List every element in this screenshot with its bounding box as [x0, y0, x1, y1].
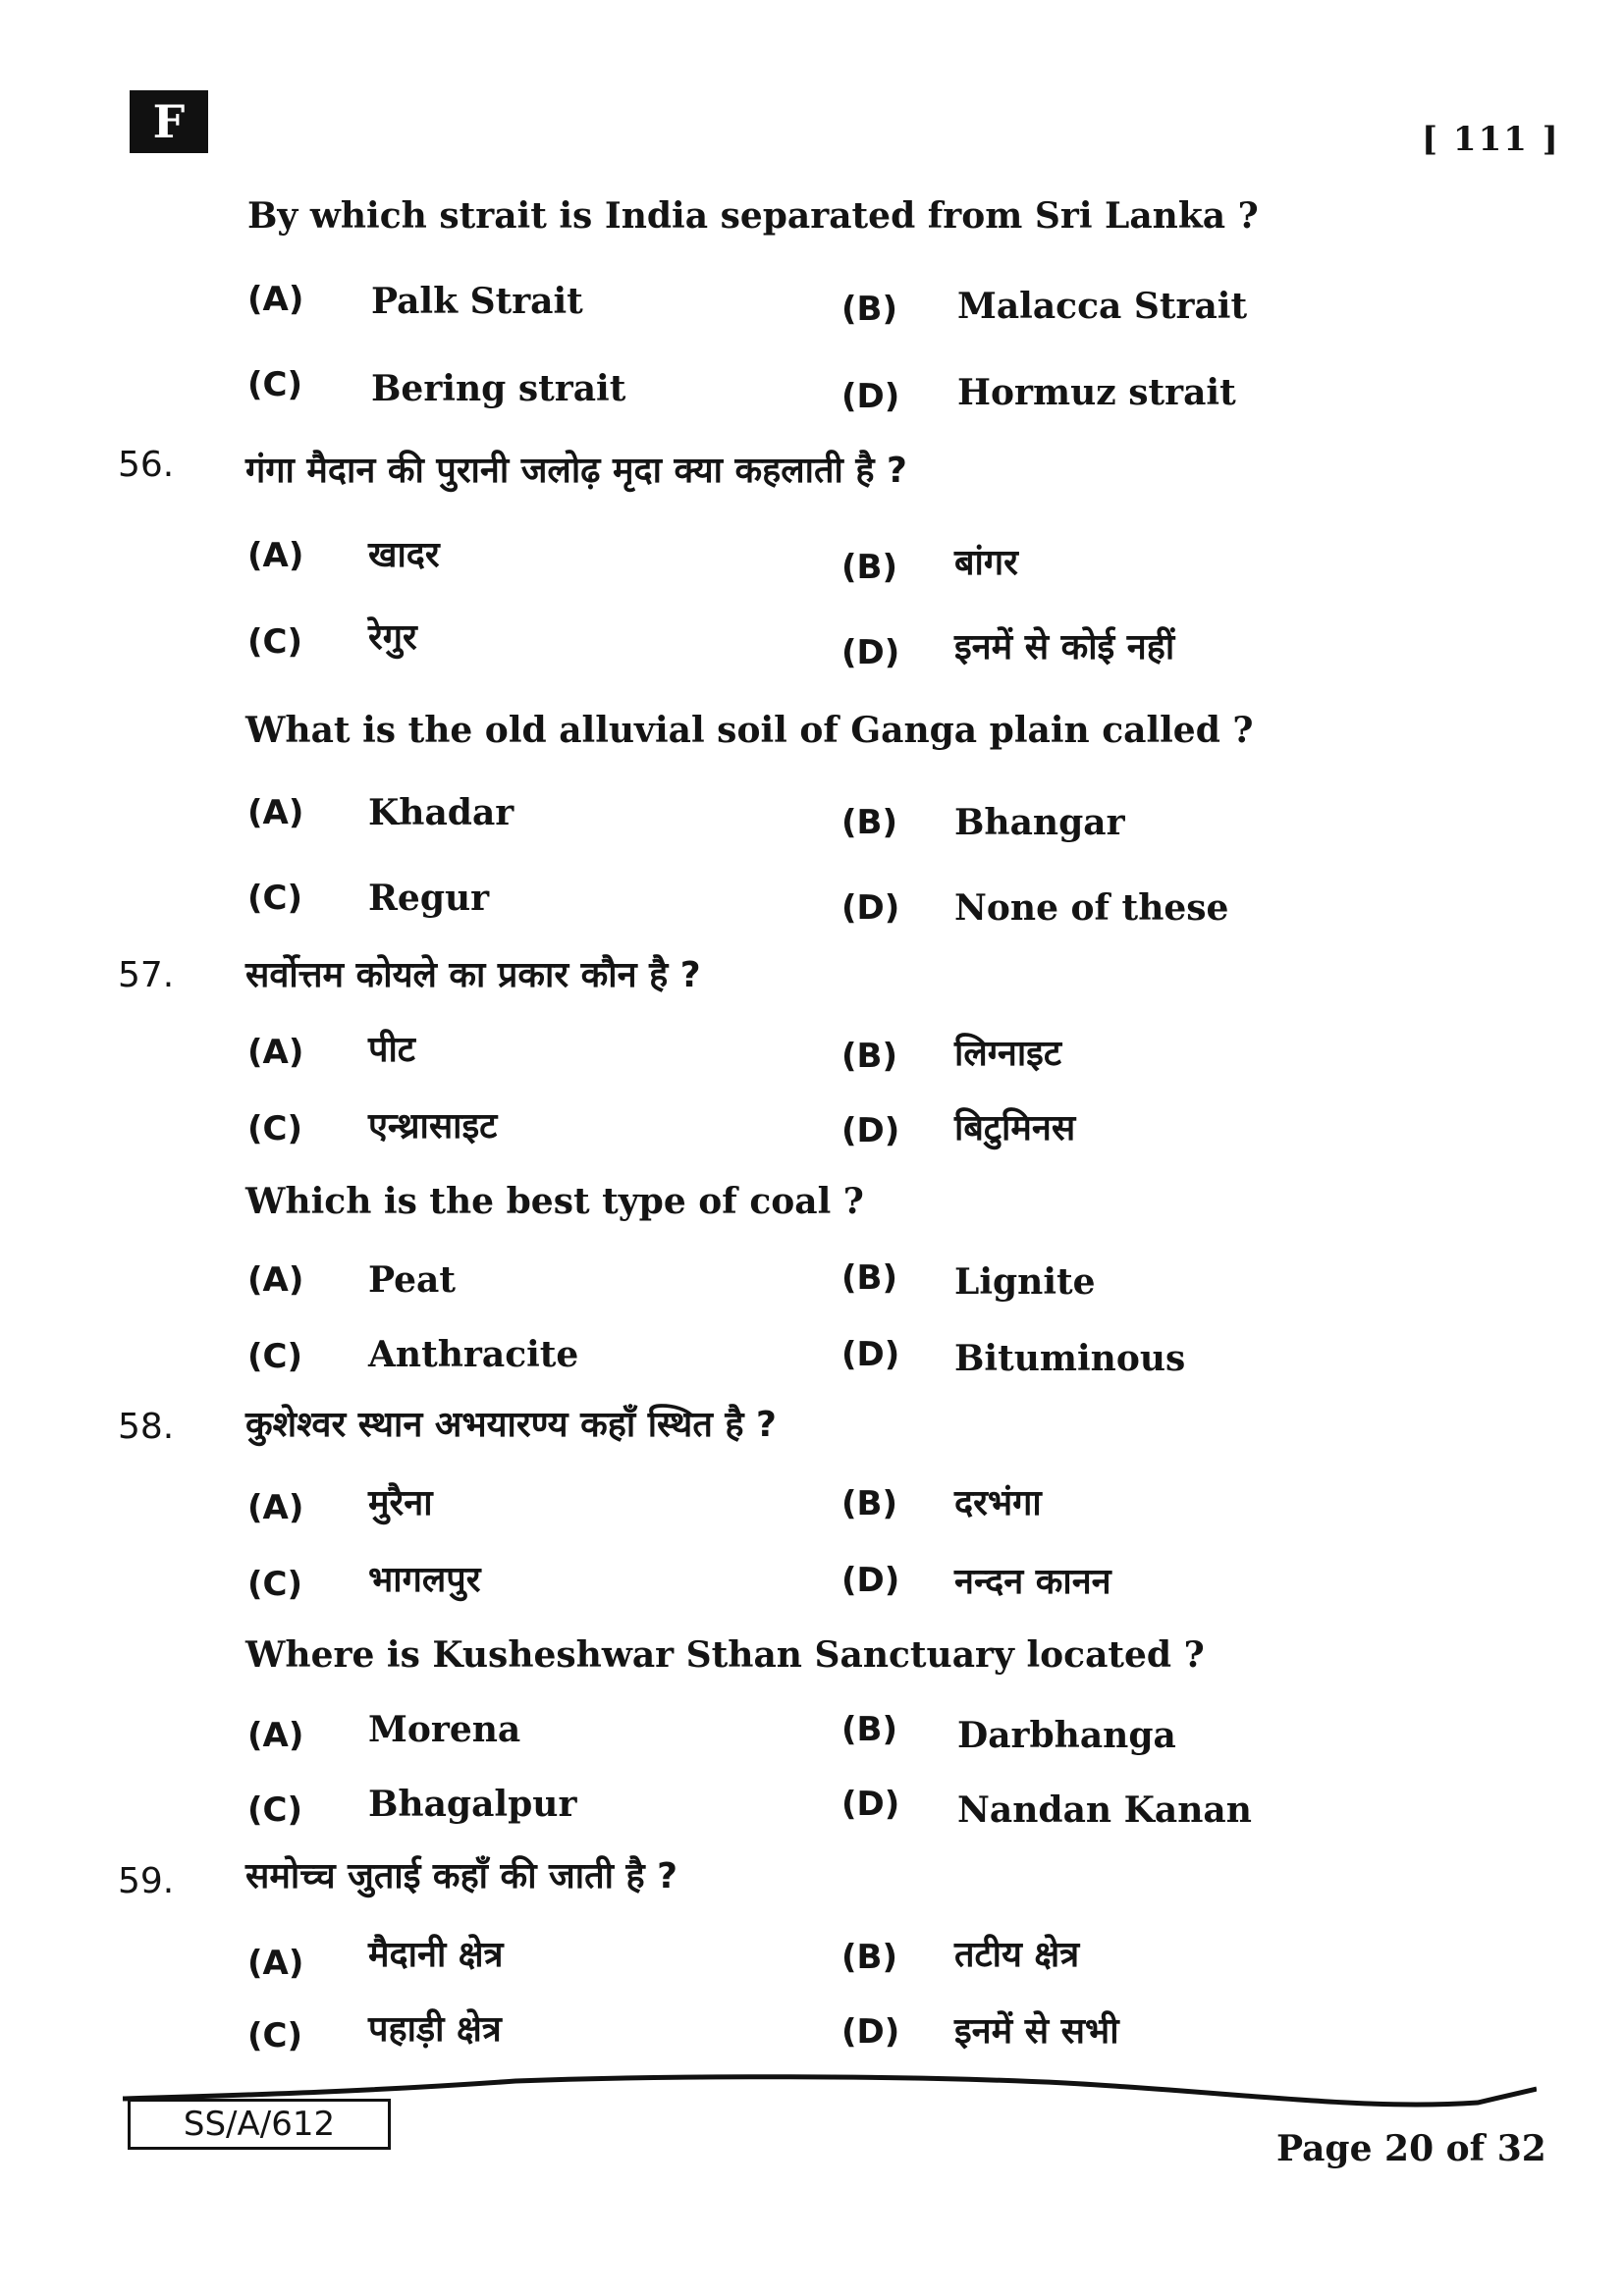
q57-option-c: Anthracite — [368, 1334, 579, 1375]
q57-option-b: Lignite — [954, 1261, 1096, 1303]
q59-hi-option-c-letter: (C) — [247, 2016, 303, 2056]
q57-option-a-letter: (A) — [247, 1260, 304, 1300]
question-58-hindi: कुशेश्वर स्थान अभयारण्य कहाँ स्थित है ? — [245, 1405, 777, 1445]
page-number: Page 20 of 32 — [1276, 2128, 1546, 2169]
q58-option-d: Nandan Kanan — [957, 1789, 1252, 1831]
q58-hi-option-c: भागलपुर — [368, 1560, 481, 1600]
q57-option-c-letter: (C) — [247, 1337, 303, 1376]
set-label-box — [130, 90, 208, 153]
q55-option-c-letter: (C) — [247, 365, 303, 404]
q56-hi-option-d: इनमें से कोई नहीं — [954, 627, 1175, 667]
q57-hi-option-d: बिटुमिनस — [954, 1108, 1076, 1148]
q56-hi-option-c-letter: (C) — [247, 622, 303, 662]
q56-hi-option-c: रेगुर — [368, 617, 417, 658]
q58-option-c: Bhagalpur — [368, 1784, 577, 1825]
set-label: F — [152, 95, 186, 148]
q56-option-d-letter: (D) — [841, 888, 900, 928]
question-56-english: What is the old alluvial soil of Ganga plain called ? — [245, 710, 1254, 751]
q58-option-a: Morena — [368, 1709, 521, 1750]
q56-hi-option-b: बांगर — [954, 543, 1018, 583]
q58-hi-option-b: दरभंगा — [954, 1483, 1042, 1523]
q57-hi-option-d-letter: (D) — [841, 1111, 900, 1150]
q55-option-a-letter: (A) — [247, 280, 304, 319]
q55-option-d-letter: (D) — [841, 377, 900, 416]
q58-hi-option-a: मुरैना — [368, 1483, 433, 1523]
q56-option-b-letter: (B) — [841, 803, 897, 842]
q58-option-c-letter: (C) — [247, 1790, 303, 1830]
q56-option-b: Bhangar — [954, 802, 1125, 843]
q57-hi-option-b: लिग्नाइट — [954, 1034, 1061, 1074]
q57-option-a: Peat — [368, 1259, 456, 1301]
q58-option-a-letter: (A) — [247, 1716, 304, 1755]
question-57-hindi: सर्वोत्तम कोयले का प्रकार कौन है ? — [245, 955, 701, 995]
q59-hi-option-c: पहाड़ी क्षेत्र — [368, 2009, 502, 2050]
question-59-hindi: समोच्च जुताई कहाँ की जाती है ? — [245, 1856, 677, 1896]
q55-option-d: Hormuz strait — [957, 372, 1236, 413]
q57-hi-option-a-letter: (A) — [247, 1033, 304, 1072]
series-code: SS/A/612 — [183, 2105, 336, 2144]
q56-option-d: None of these — [954, 887, 1229, 929]
question-58-english: Where is Kusheshwar Sthan Sanctuary located ? — [245, 1634, 1205, 1676]
q58-hi-option-a-letter: (A) — [247, 1488, 304, 1527]
q55-option-c: Bering strait — [371, 368, 626, 409]
q58-option-b: Darbhanga — [957, 1715, 1176, 1756]
q58-hi-option-b-letter: (B) — [841, 1484, 897, 1523]
question-59-number: 59. — [118, 1861, 175, 1901]
q57-hi-option-c-letter: (C) — [247, 1109, 303, 1148]
q59-hi-option-b-letter: (B) — [841, 1938, 897, 1977]
question-58-number: 58. — [118, 1407, 175, 1447]
question-57-number: 57. — [118, 955, 175, 995]
q57-hi-option-a: पीट — [368, 1030, 415, 1070]
q59-hi-option-b: तटीय क्षेत्र — [954, 1935, 1080, 1975]
question-57-english: Which is the best type of coal ? — [245, 1181, 864, 1222]
q56-hi-option-d-letter: (D) — [841, 633, 900, 672]
q57-option-d: Bituminous — [954, 1338, 1186, 1379]
q59-hi-option-a: मैदानी क्षेत्र — [368, 1935, 504, 1975]
q55-option-a: Palk Strait — [371, 281, 583, 322]
q57-option-d-letter: (D) — [841, 1335, 900, 1374]
question-56-hindi: गंगा मैदान की पुरानी जलोढ़ मृदा क्या कहलाती है ? — [245, 451, 907, 491]
q55-option-b: Malacca Strait — [957, 286, 1248, 327]
q59-hi-option-d: इनमें से सभी — [954, 2011, 1119, 2052]
q58-hi-option-d: नन्दन कानन — [954, 1562, 1111, 1602]
paper-code: [ 111 ] — [1422, 120, 1560, 159]
q56-option-a-letter: (A) — [247, 793, 304, 832]
q57-option-b-letter: (B) — [841, 1258, 897, 1298]
q57-hi-option-c: एन्थ्रासाइट — [368, 1106, 498, 1147]
q58-hi-option-d-letter: (D) — [841, 1561, 900, 1600]
q58-option-b-letter: (B) — [841, 1710, 897, 1749]
q58-option-d-letter: (D) — [841, 1785, 900, 1824]
q57-hi-option-b-letter: (B) — [841, 1037, 897, 1076]
series-code-box — [128, 2099, 391, 2150]
q56-hi-option-a: खादर — [368, 535, 440, 575]
q56-option-a: Khadar — [368, 792, 514, 833]
q56-option-c: Regur — [368, 878, 490, 919]
q55-option-b-letter: (B) — [841, 290, 897, 329]
q59-hi-option-d-letter: (D) — [841, 2012, 900, 2052]
q56-hi-option-b-letter: (B) — [841, 548, 897, 587]
q56-hi-option-a-letter: (A) — [247, 536, 304, 575]
q59-hi-option-a-letter: (A) — [247, 1944, 304, 1983]
question-56-number: 56. — [118, 445, 175, 485]
q58-hi-option-c-letter: (C) — [247, 1565, 303, 1604]
question-55-english: By which strait is India separated from Sri Lanka ? — [247, 195, 1259, 237]
q56-option-c-letter: (C) — [247, 879, 303, 918]
